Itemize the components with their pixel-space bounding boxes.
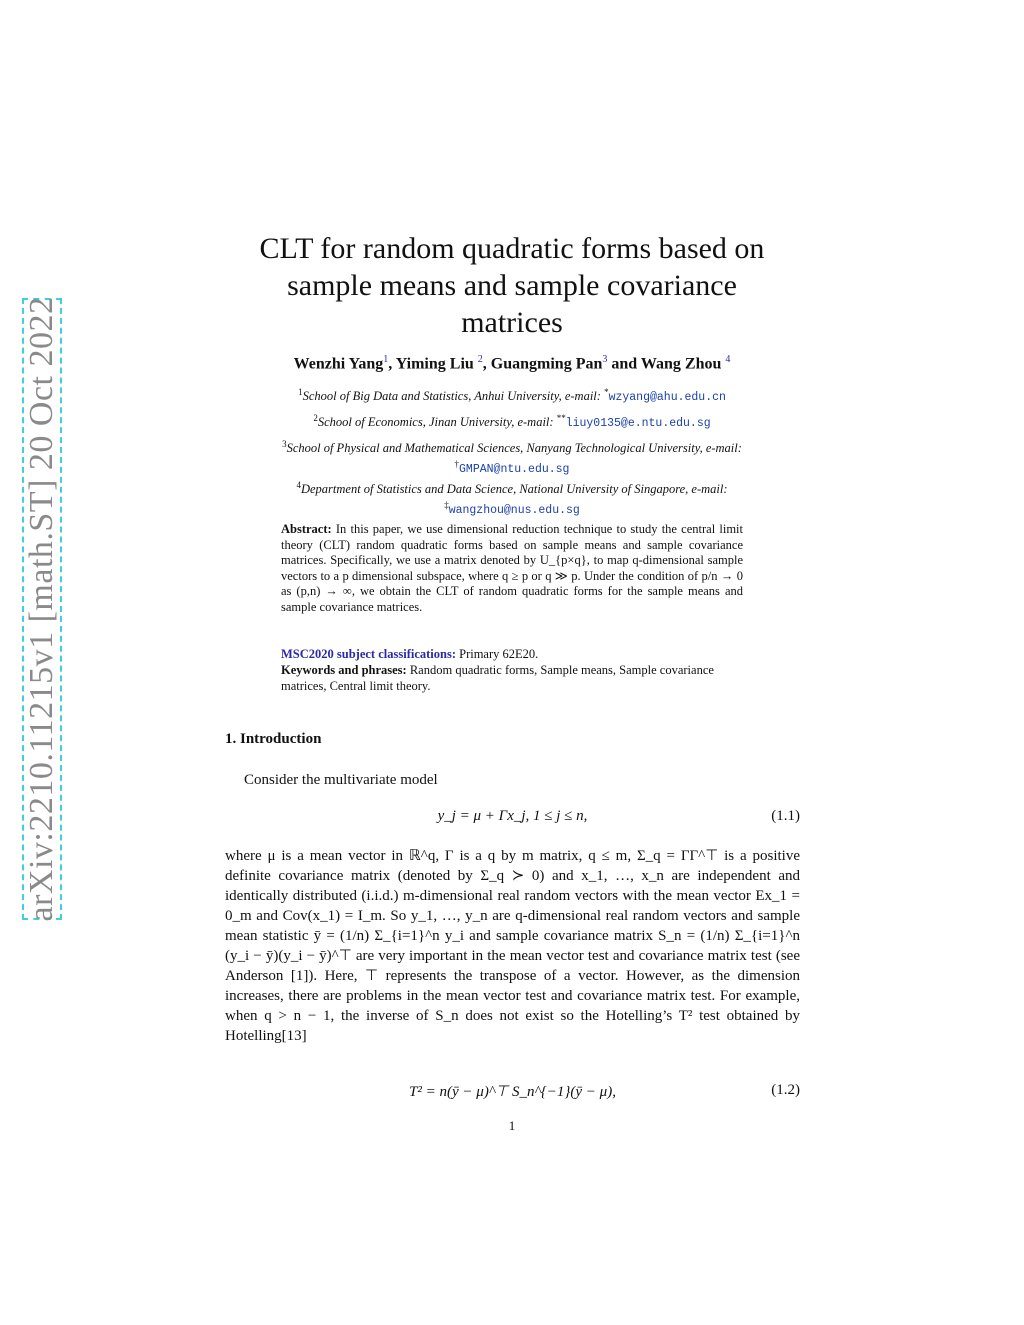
affiliation-text: School of Physical and Mathematical Sciences, Nanyang Technological University, e-mail: — [286, 441, 742, 456]
equation-body: T² = n(ȳ − μ)^⊤ S_n^{−1}(ȳ − μ), — [409, 1084, 616, 1100]
author-mark[interactable]: 2 — [477, 354, 483, 365]
author-mark[interactable]: 4 — [725, 354, 731, 365]
email-link[interactable]: wzyang@ahu.edu.cn — [608, 391, 726, 405]
affiliation — [220, 384, 804, 406]
affiliation-number: 3 — [282, 439, 287, 449]
arxiv-stamp-text: arXiv:2210.11215v1 [math.ST] 20 Oct 2022 — [23, 296, 60, 922]
author-mark[interactable]: 1 — [383, 354, 389, 365]
author-mark[interactable]: 3 — [602, 354, 608, 365]
arxiv-stamp — [22, 298, 62, 920]
affiliation-number: 4 — [296, 480, 301, 490]
title-line-1: CLT for random quadratic forms based on — [259, 232, 765, 265]
author-name: Wenzhi Yang — [293, 355, 384, 373]
affiliation-text: School of Economics, Jinan University, e-mail: — [317, 415, 554, 430]
abstract-label: Abstract: — [281, 522, 332, 536]
author-name: Yiming Liu — [395, 355, 474, 373]
keywords-line — [281, 662, 743, 694]
keywords-value: Random quadratic forms, Sample means, Sample covariance matrices, Central limit theory. — [281, 663, 714, 693]
email-mark: * — [604, 387, 609, 397]
msc-line — [281, 646, 743, 662]
affiliation — [220, 436, 804, 478]
section-number: 1. — [225, 731, 237, 747]
abstract-text: In this paper, we use dimensional reduction technique to study the central limit theory (CLT) random quadratic forms based on sample means and sample covariance matrices. Specifically, we use a matrix denoted by U_{p×q}, to map q-dimensional sample vectors to a p dimensional subspace, where q ≥ p or q ≫ p. Under the condition of p/n → 0 as (p,n) → ∞, we obtain the CLT of random quadratic forms for the sample means and sample covariance matrices. — [281, 522, 743, 614]
email-mark: ** — [556, 413, 566, 423]
affiliation-text: School of Big Data and Statistics, Anhui University, e-mail: — [302, 389, 601, 404]
email-mark: † — [454, 459, 460, 470]
msc-label[interactable]: MSC2020 subject classifications: — [281, 647, 456, 661]
affiliation-number: 1 — [298, 387, 303, 397]
email-link[interactable]: GMPAN@ntu.edu.sg — [459, 463, 570, 477]
equation-body: y_j = μ + Γx_j, 1 ≤ j ≤ n, — [437, 808, 588, 824]
equation-1-2 — [225, 1082, 800, 1102]
title-line-3: matrices — [461, 306, 563, 339]
affiliation — [220, 410, 804, 432]
intro-paragraph: where μ is a mean vector in ℝ^q, Γ is a q by m matrix, q ≤ m, Σ_q = ΓΓ^⊤ is a positive definite covariance matrix (denoted by Σ_q ≻ 0) and x_1, …, x_n are independent and identically distributed (i.i.d.) m-dimensional real random vectors with the mean vector Ex_1 = 0_m and Cov(x_1) = I_m. So y_1, …, y_n are q-dimensional real random vectors and sample mean statistic ȳ = (1/n) Σ_{i=1}^n y_i and sample covariance matrix S_n = (1/n) Σ_{i=1}^n (y_i − ȳ)(y_i − ȳ)^⊤ are very important in the mean vector test and covariance matrix test (see Anderson [1]). Here, ⊤ represents the transpose of a vector. However, as the dimension increases, there are problems in the mean vector test and covariance matrix test. For example, when q > n − 1, the inverse of S_n does not exist so the Hotelling’s T² test obtained by Hotelling[13] — [225, 848, 800, 1044]
affiliation-number: 2 — [313, 413, 318, 423]
msc-value: Primary 62E20. — [459, 647, 539, 661]
affiliation-text: Department of Statistics and Data Science, National University of Singapore, e-mail: — [300, 482, 728, 497]
section-heading — [225, 731, 321, 748]
equation-number: (1.1) — [771, 808, 800, 824]
paper-title — [200, 230, 824, 341]
keywords-label: Keywords and phrases: — [281, 663, 407, 677]
email-link[interactable]: wangzhou@nus.edu.sg — [448, 504, 580, 518]
equation-1-1 — [225, 808, 800, 828]
intro-lead: Consider the multivariate model — [244, 772, 438, 788]
title-line-2: sample means and sample covariance — [287, 269, 737, 302]
affiliation — [220, 477, 804, 519]
author-list: Wenzhi Yang$^1$, Yiming Liu $^2$, Guangming Pan$^3$ and Wang Zhou $^4$ — [293, 354, 731, 373]
email-mark: ‡ — [444, 500, 449, 511]
section-title: Introduction — [240, 731, 322, 747]
email-link[interactable]: liuy0135@e.ntu.edu.sg — [565, 417, 711, 431]
page-number: 1 — [508, 1118, 516, 1133]
classification-block — [281, 646, 743, 694]
abstract — [281, 522, 743, 616]
equation-number: (1.2) — [771, 1082, 800, 1098]
author-name: Guangming Pan — [490, 355, 603, 373]
author-name: Wang Zhou — [640, 355, 722, 373]
